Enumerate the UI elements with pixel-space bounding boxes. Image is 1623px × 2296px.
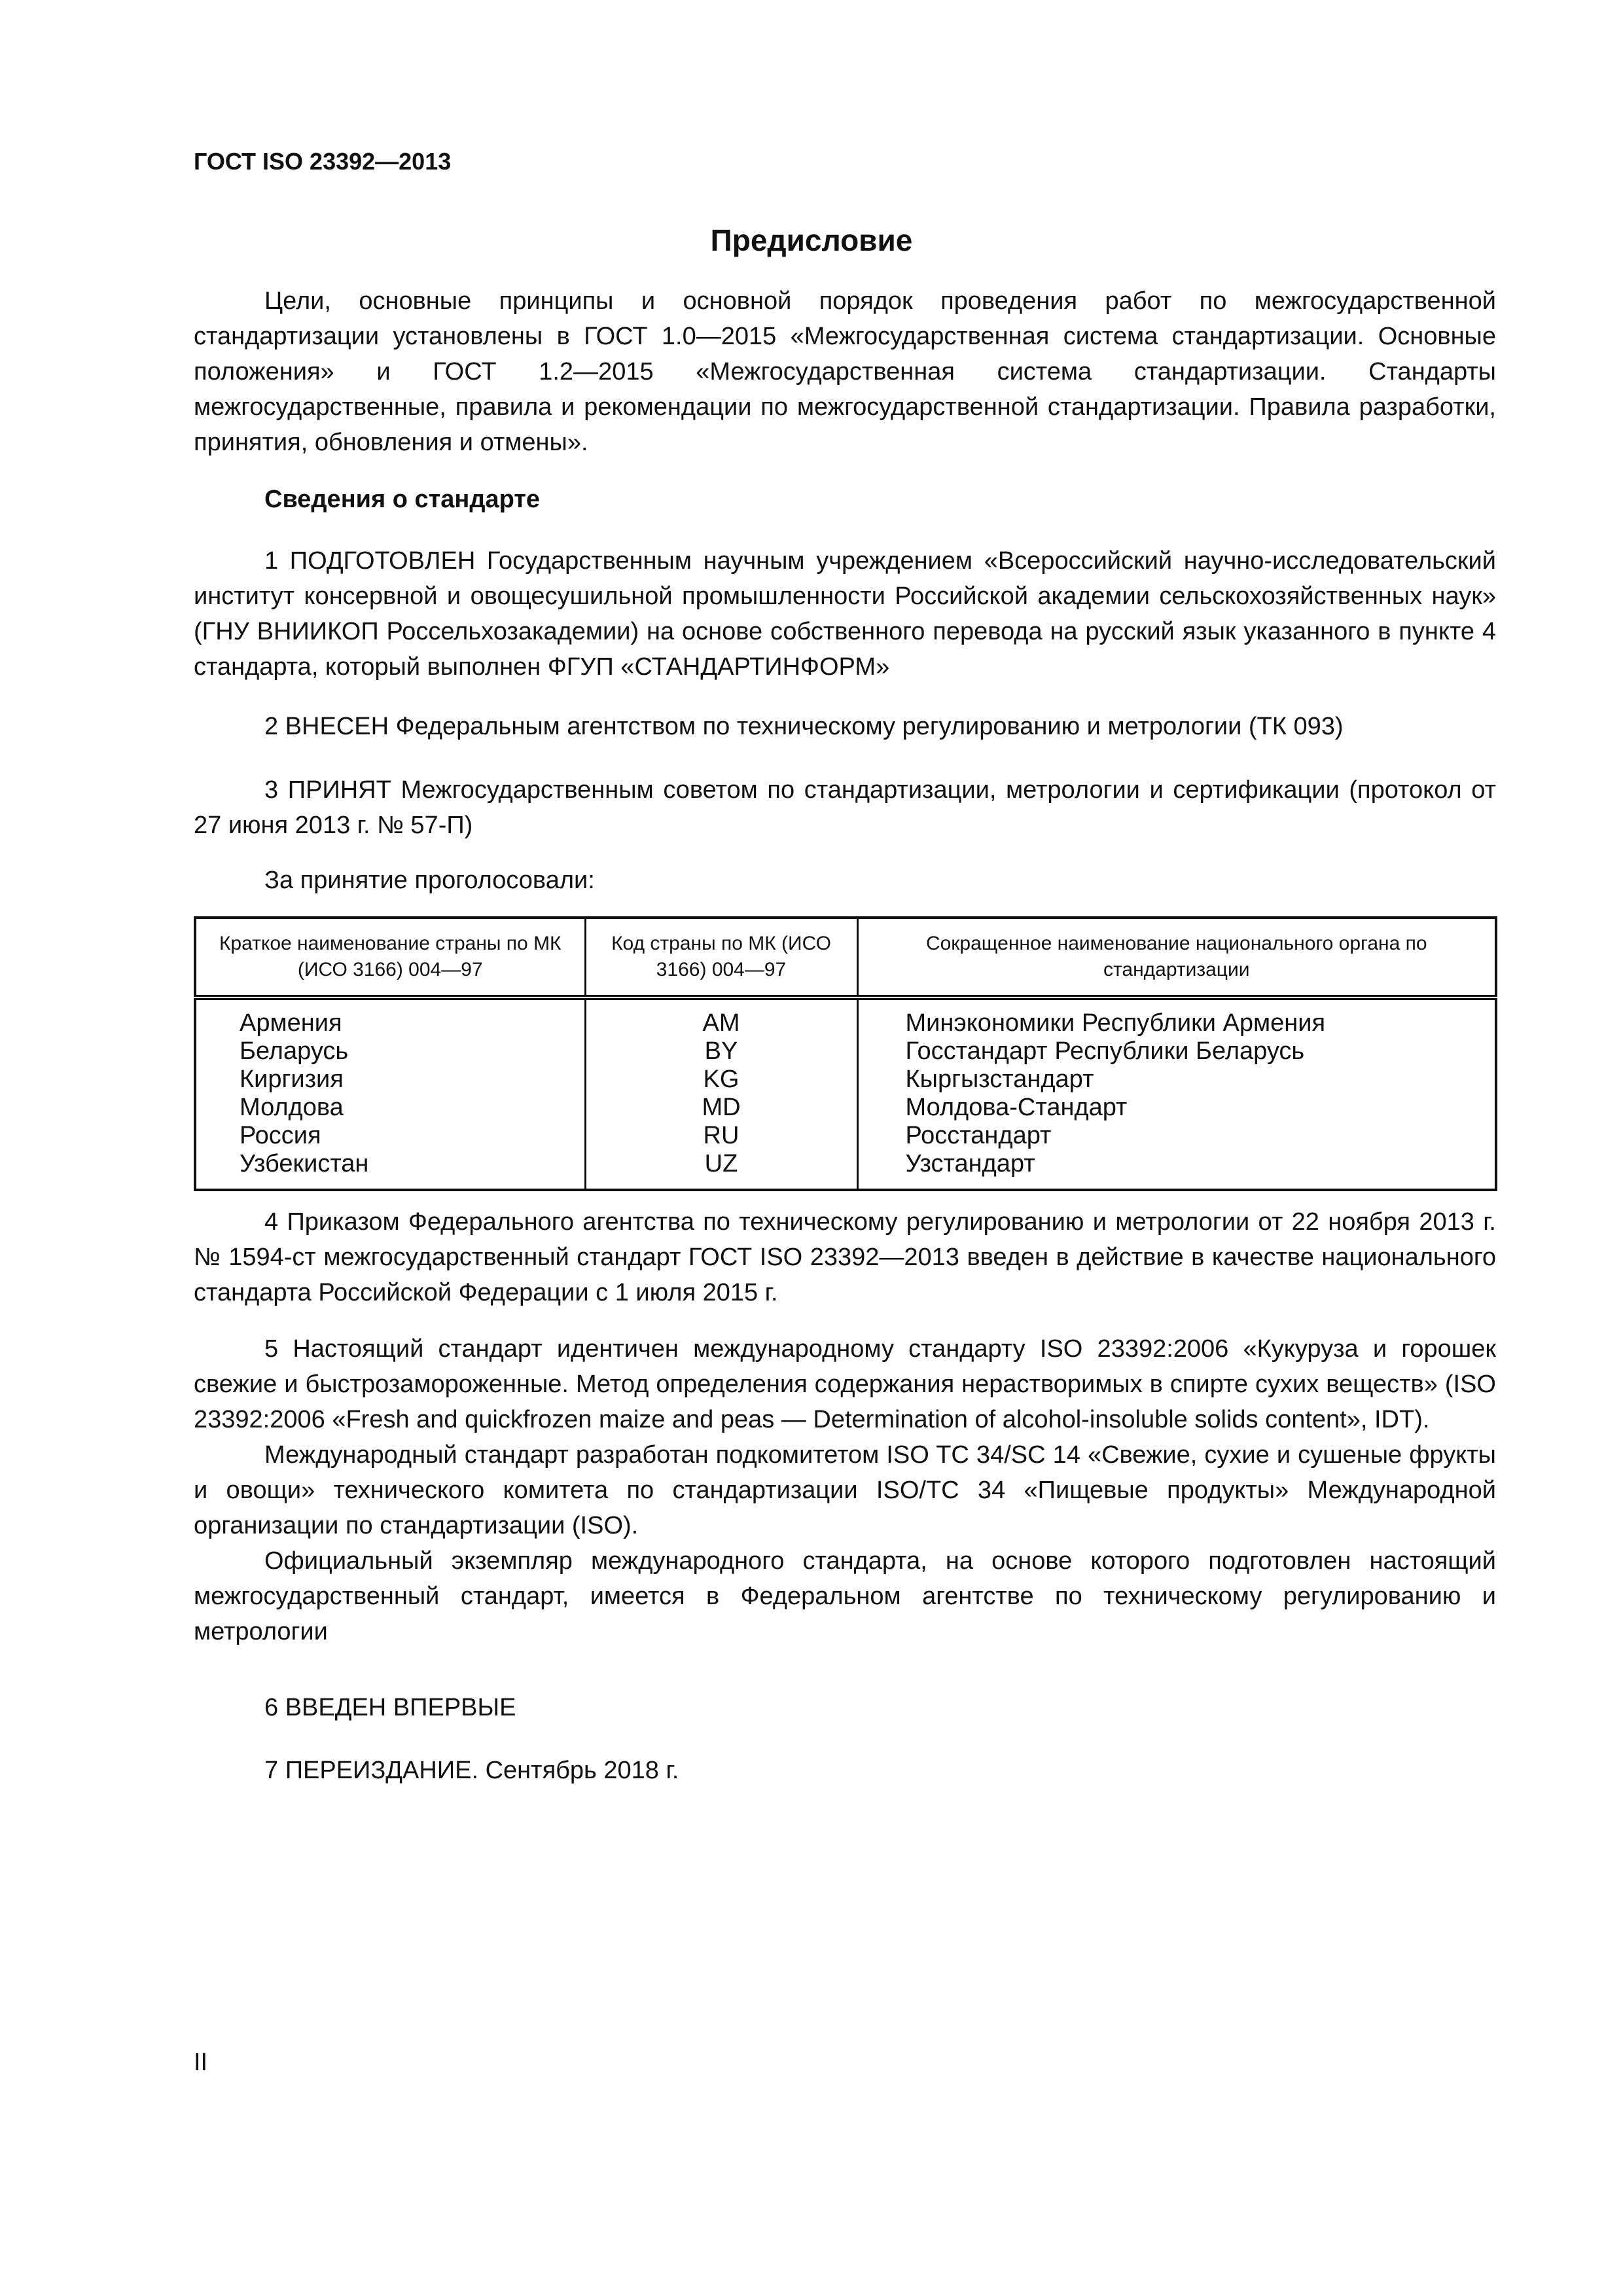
voting-countries-table bbox=[194, 916, 1497, 1191]
country-name: Беларусь bbox=[195, 1037, 585, 1066]
country-name: Киргизия bbox=[195, 1066, 585, 1094]
table-row bbox=[195, 1150, 1496, 1190]
item-5-paragraph-2: Международный стандарт разработан подкомитетом ISO TC 34/SC 14 «Свежие, сухие и сушеные фрукты и овощи» технического комитета по стандартизации ISO/TC 34 «Пищевые продукты» Международной организации по стандартизации (ISO). bbox=[194, 1441, 1496, 1539]
header-standards-body: Сокращенное наименование национального органа по стандартизации bbox=[857, 918, 1496, 997]
item-1: 1 ПОДГОТОВЛЕН Государственным научным учреждением «Всероссийский научно-исследовательский институт консервной и овощесушильной промышленности Российской академии сельскохозяйственных наук» (ГНУ ВНИИКОП Россельхозакадемии) на основе собственного перевода на русский язык указанного в пункте 4 стандарта, который выполнен ФГУП «СТАНДАРТИНФОРМ» bbox=[194, 547, 1496, 681]
item-7: 7 ПЕРЕИЗДАНИЕ. Сентябрь 2018 г. bbox=[264, 1757, 679, 1784]
country-name: Армения bbox=[195, 997, 585, 1037]
item-5-block bbox=[194, 1331, 1496, 1649]
item-6: 6 ВВЕДЕН ВПЕРВЫЕ bbox=[264, 1694, 516, 1721]
table-row bbox=[195, 1037, 1496, 1066]
country-code: AM bbox=[585, 997, 857, 1037]
item-4-block bbox=[194, 1204, 1496, 1310]
standards-body: Кыргызстандарт bbox=[857, 1066, 1496, 1094]
item-3: 3 ПРИНЯТ Межгосударственным советом по стандартизации, метрологии и сертификации (протокол от 27 июня 2013 г. № 57-П) bbox=[194, 776, 1496, 839]
standards-body: Росстандарт bbox=[857, 1122, 1496, 1150]
item-7-block bbox=[194, 1753, 1496, 1788]
table-row bbox=[195, 1094, 1496, 1122]
intro-paragraph: Цели, основные принципы и основной порядок проведения работ по межгосударственной стандартизации установлены в ГОСТ 1.0—2015 «Межгосударственная система стандартизации. Основные положения» и ГОСТ 1.2—2015 «Межгосударственная система стандартизации. Стандарты межгосударственные, правила и рекомендации по межгосударственной стандартизации. Правила разработки, принятия, обновления и отмены». bbox=[194, 287, 1496, 456]
document-code: ГОСТ ISO 23392—2013 bbox=[194, 148, 452, 175]
country-code: UZ bbox=[585, 1150, 857, 1190]
country-name: Молдова bbox=[195, 1094, 585, 1122]
page-title: Предисловие bbox=[710, 223, 913, 257]
item-1-block bbox=[194, 543, 1496, 685]
table-row bbox=[195, 997, 1496, 1037]
country-code: KG bbox=[585, 1066, 857, 1094]
page-number: II bbox=[194, 2049, 208, 2076]
intro-paragraph-block bbox=[194, 283, 1496, 460]
standards-body: Молдова-Стандарт bbox=[857, 1094, 1496, 1122]
item-5-paragraph-1: 5 Настоящий стандарт идентичен международному стандарту ISO 23392:2006 «Кукуруза и горошек свежие и быстрозамороженные. Метод определения содержания нерастворимых в спирте сухих веществ» (ISO 23392:2006 «Fresh and quickfrozen maize and peas — Determination of alcohol-insoluble solids content», IDT). bbox=[194, 1335, 1496, 1433]
item-2-block bbox=[194, 709, 1496, 744]
item-3-block bbox=[194, 772, 1496, 843]
standards-body: Узстандарт bbox=[857, 1150, 1496, 1190]
section-heading: Сведения о стандарте bbox=[264, 486, 541, 513]
item-6-block bbox=[194, 1690, 1496, 1725]
country-name: Россия bbox=[195, 1122, 585, 1150]
country-code: RU bbox=[585, 1122, 857, 1150]
standards-body: Госстандарт Республики Беларусь bbox=[857, 1037, 1496, 1066]
table-row bbox=[195, 1122, 1496, 1150]
table-row bbox=[195, 1066, 1496, 1094]
section-heading-block bbox=[194, 482, 1496, 517]
standards-body: Минэкономики Республики Армения bbox=[857, 997, 1496, 1037]
country-name: Узбекистан bbox=[195, 1150, 585, 1190]
item-4: 4 Приказом Федерального агентства по техническому регулированию и метрологии от 22 ноября 2013 г. № 1594-ст межгосударственный стандарт ГОСТ ISO 23392—2013 введен в действие в качестве национального стандарта Российской Федерации с 1 июля 2015 г. bbox=[194, 1208, 1496, 1306]
header-country-name: Краткое наименование страны по МК (ИСО 3166) 004—97 bbox=[195, 918, 585, 997]
header-country-code: Код страны по МК (ИСО 3166) 004—97 bbox=[585, 918, 857, 997]
vote-intro-block bbox=[194, 863, 1496, 898]
item-2: 2 ВНЕСЕН Федеральным агентством по техническому регулированию и метрологии (ТК 093) bbox=[264, 713, 1344, 740]
country-code: BY bbox=[585, 1037, 857, 1066]
country-code: MD bbox=[585, 1094, 857, 1122]
table-header-row bbox=[195, 918, 1496, 997]
vote-intro: За принятие проголосовали: bbox=[264, 867, 595, 894]
item-5-paragraph-3: Официальный экземпляр международного стандарта, на основе которого подготовлен настоящий межгосударственный стандарт, имеется в Федеральном агентстве по техническому регулированию и метрологии bbox=[194, 1547, 1496, 1645]
